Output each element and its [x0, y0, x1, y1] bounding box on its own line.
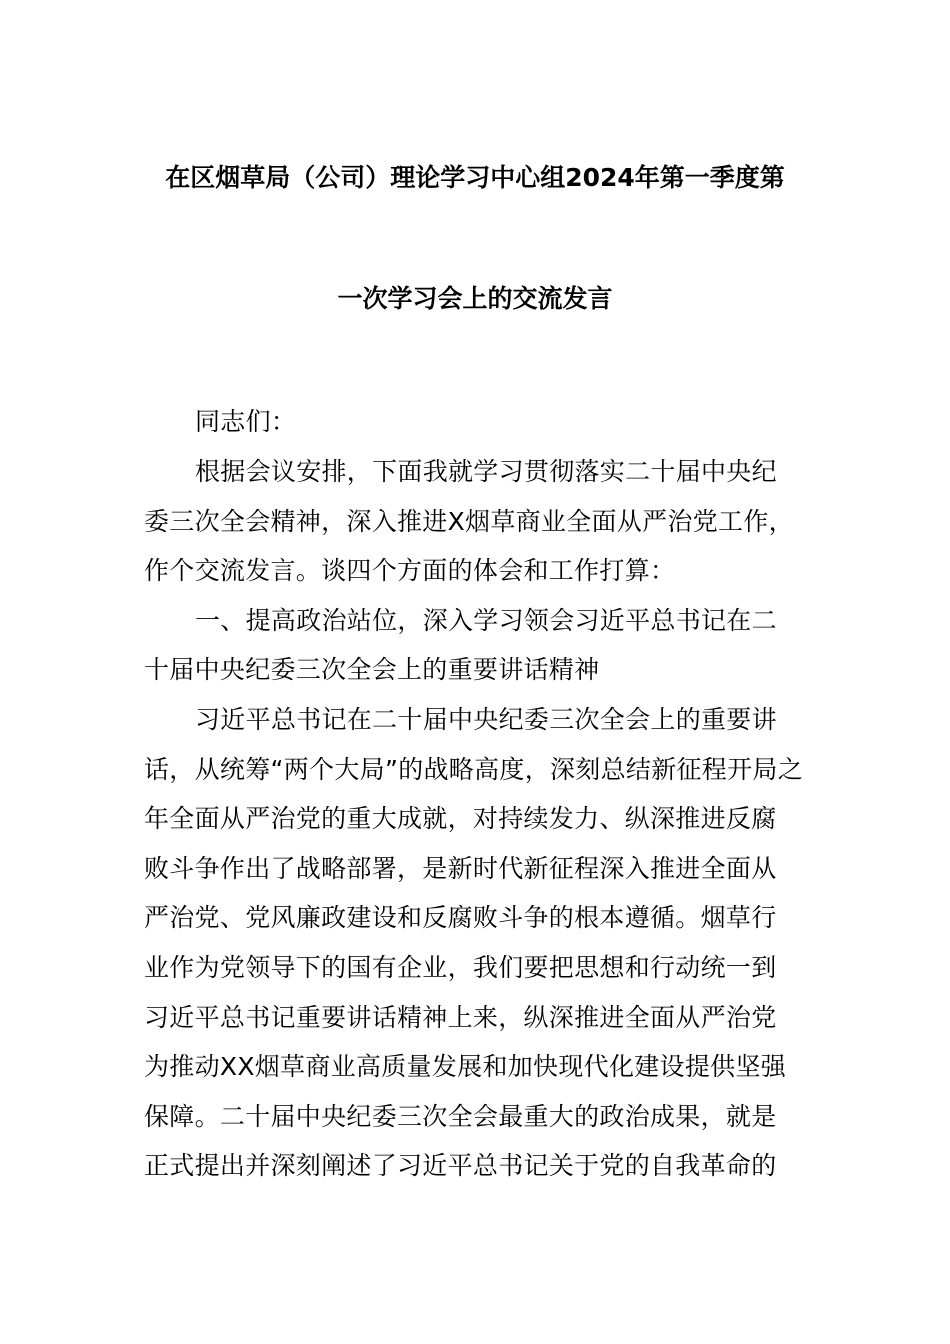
document-title-line-2: 一次学习会上的交流发言 — [337, 284, 613, 313]
body-line: 话，从统筹“两个大局”的战略高度，深刻总结新征程开局之 — [144, 755, 804, 784]
body-line: 习近平总书记重要讲话精神上来，纵深推进全面从严治党 — [144, 1003, 777, 1032]
body-line: 委三次全会精神，深入推进X烟草商业全面从严治党工作， — [144, 507, 794, 536]
section-heading-line: 十届中央纪委三次全会上的重要讲话精神 — [144, 655, 600, 684]
salutation: 同志们： — [195, 407, 297, 436]
body-line: 正式提出并深刻阐述了习近平总书记关于党的自我革命的 — [144, 1151, 777, 1180]
body-line: 年全面从严治党的重大成就，对持续发力、纵深推进反腐 — [144, 804, 777, 833]
body-line: 保障。二十届中央纪委三次全会最重大的政治成果，就是 — [144, 1102, 777, 1131]
body-line: 为推动XX烟草商业高质量发展和加快现代化建设提供坚强 — [144, 1052, 787, 1081]
section-heading-line: 一、提高政治站位，深入学习领会习近平总书记在二 — [195, 606, 777, 635]
body-line: 根据会议安排，下面我就学习贯彻落实二十届中央纪 — [195, 457, 777, 486]
body-line: 严治党、党风廉政建设和反腐败斗争的根本遵循。烟草行 — [144, 903, 777, 932]
body-line: 作个交流发言。谈四个方面的体会和工作打算： — [144, 556, 676, 585]
body-line: 业作为党领导下的国有企业，我们要把思想和行动统一到 — [144, 953, 777, 982]
body-line: 习近平总书记在二十届中央纪委三次全会上的重要讲 — [195, 705, 777, 734]
document-title-line-1: 在区烟草局（公司）理论学习中心组2024年第一季度第 — [165, 163, 785, 192]
body-line: 败斗争作出了战略部署，是新时代新征程深入推进全面从 — [144, 854, 777, 883]
